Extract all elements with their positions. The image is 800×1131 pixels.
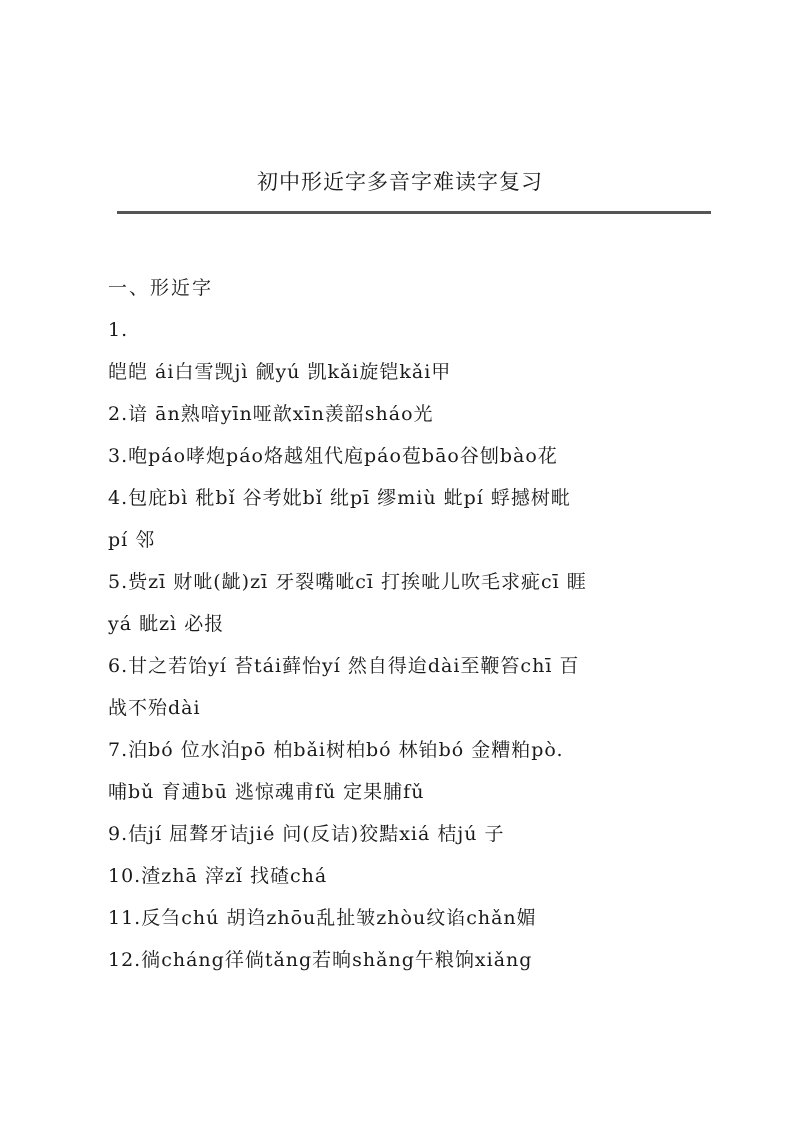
text-line-4: 3.咆páo哮炮páo烙越俎代庖páo苞bāo谷刨bào花 [108,445,558,467]
text-line-5: 4.包庇bì 秕bǐ 谷考妣bǐ 纰pī 缪miù 蚍pí 蜉撼树毗 [108,487,571,509]
document-body [108,272,708,986]
title-divider [117,211,711,214]
document-title: 初中形近字多音字难读字复习 [257,170,543,194]
text-line-15: 11.反刍chú 胡诌zhōu乱扯皱zhòu纹谄chǎn媚 [108,907,537,929]
text-line-11: 7.泊bó 位水泊pō 柏bǎi树柏bó 林铂bó 金糟粕pò. [108,739,564,761]
text-line-8: yá 眦zì 必报 [108,613,225,635]
text-line-12: 哺bǔ 育逋bū 逃惊魂甫fǔ 定果脯fǔ [108,781,425,803]
text-line-2: 皑皑 ái白雪觊jì 觎yú 凯kǎi旋铠kǎi甲 [108,361,452,383]
text-line-10: 战不殆dài [108,697,201,719]
text-line-7: 5.赀zī 财呲(龇)zī 牙裂嘴呲cī 打挨呲儿吹毛求疵cī 睚 [108,571,587,593]
text-line-3: 2.谙 ān熟喑yīn哑歆xīn羡韶sháo光 [108,403,434,425]
text-line-14: 10.渣zhā 滓zǐ 找碴chá [108,865,328,887]
text-line-6: pí 邻 [108,529,156,551]
text-line-9: 6.甘之若饴yí 苔tái藓怡yí 然自得迨dài至鞭笞chī 百 [108,655,580,677]
text-line-16: 12.徜cháng徉倘tǎng若晌shǎng午粮饷xiǎng [108,949,533,971]
section-heading: 一、形近字 [108,277,214,299]
text-line-13: 9.佶jí 屈聱牙诘jié 问(反诘)狡黠xiá 桔jú 子 [108,823,505,845]
text-line-1: 1. [108,319,129,341]
